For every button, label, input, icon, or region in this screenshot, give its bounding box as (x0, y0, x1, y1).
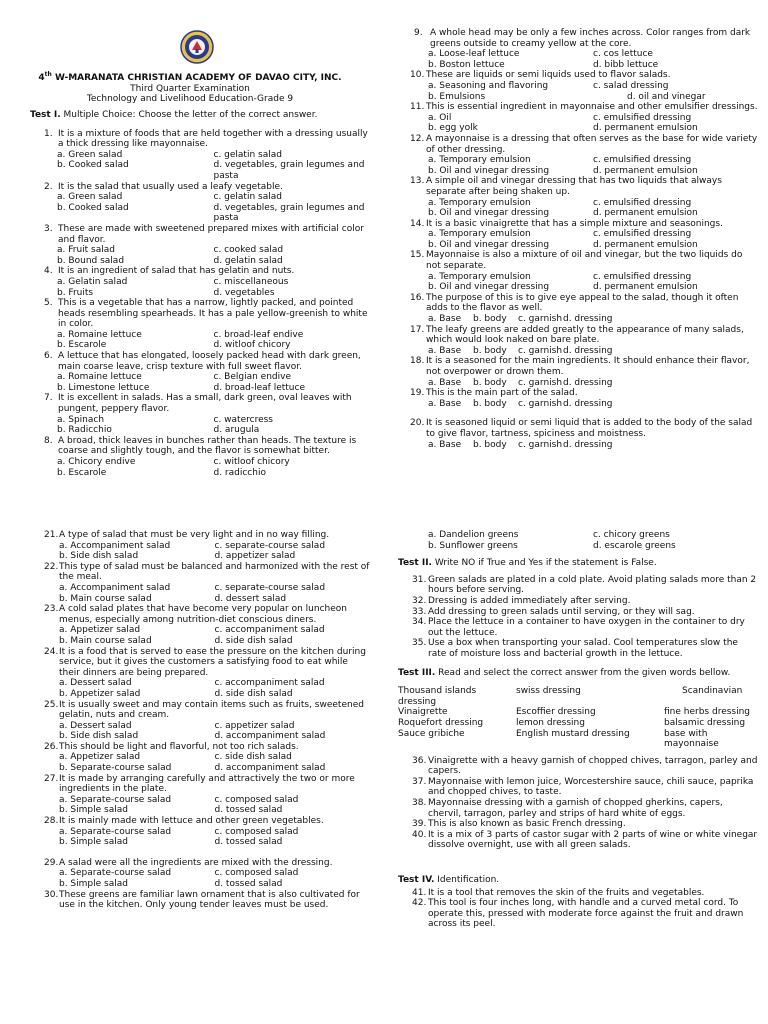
question-10: 10. These are liquids or semi liquids used to flavor salads. a. Seasoning and flavoring c. salad dressing b. Emulsions d. oil and vinegar (410, 70, 706, 102)
question-3: 3. These are made with sweetened prepared mixes with artificial color and flavor. a. Fruit salad c. cooked salad b. Bound salad d. gelatin salad (44, 223, 364, 266)
test1-heading: Test I. Multiple Choice: Choose the letter of the correct answer. (30, 110, 318, 120)
question-30-options: a. Dandelion greens c. chicory greens b. Sunflower greens d. escarole greens (428, 530, 676, 551)
question-14: 14. It is a basic vinaigrette that has a simple mixture and seasonings. a. Temporary emulsion c. emulsified dressing b. Oil and vinegar dressing d. permanent emulsion (410, 218, 723, 250)
question-1: 1. It is a mixture of foods that are held together with a dressing usually a thick dressing like mayonnaise. a. Green salad c. gelatin salad b. Cooked salad d. vegetables, grain legumes and pasta (44, 128, 368, 181)
exam-title: Third Quarter Examination (130, 83, 250, 94)
question-15: 15. Mayonnaise is also a mixture of oil and vinegar, but the two liquids do not separate. a. Temporary emulsion c. emulsified dressing b. Oil and vinegar dressing d. permanent emulsion (410, 250, 743, 293)
school-name: 4th W-MARANATA CHRISTIAN ACADEMY OF DAVAO CITY, INC. (38, 71, 342, 83)
test3-heading: Test III. Read and select the correct answer from the given words bellow. (398, 667, 731, 678)
question-28: 28. It is mainly made with lettuce and other green vegetables. a. Separate-course salad c. composed salad b. Simple salad d. tossed salad (44, 816, 324, 848)
question-24: 24. It is a food that is served to ease the pressure on the kitchen during service, but it gives the customers a satisfying food to eat while their dinners are being prepared. a. Dessert salad c. accompaniment salad b. Appetizer salad d. side dish salad (44, 646, 366, 699)
question-5: 5. This is a vegetable that has a narrow, lightly packed, and pointed heads resembling spearheads. It has a pale yellow-greenish to white in color. a. Romaine lettuce c. broad-leaf endive b. Escarole d. witloof chicory (44, 298, 368, 351)
question-39: 39. This is also known as basic French dressing. (412, 819, 626, 830)
question-42: 42. This tool is four inches long, with handle and a curved metal cord. To operate this, pressed with moderate force against the fruit and drawn across its peel. (412, 898, 744, 930)
question-36: 36. Vinaigrette with a heavy garnish of chopped chives, tarragon, parley and capers. (412, 755, 758, 777)
question-11: 11. This is essential ingredient in mayonnaise and other emulsifier dressings. a. Oil c. emulsified dressing b. egg yolk d. permanent emulsion (410, 102, 758, 134)
question-23: 23. A cold salad plates that have become very popular on luncheon menus, especially among nutrition-diet conscious diners. a. Appetizer salad c. accompaniment salad b. Main course salad d. side dish salad (44, 604, 347, 646)
question-9: 9. A whole head may be only a few inches across. Color ranges from dark greens outside to creamy yellow at the core. a. Loose-leaf lettuce c. cos lettuce b. Boston lettuce d. bibb lettuce (414, 28, 751, 70)
question-33: 33. Add dressing to green salads until serving, or they will sag. (412, 606, 695, 617)
question-37: 37. Mayonnaise with lemon juice, Worcestershire sauce, chili sauce, paprika and chopped chives, to taste. (412, 776, 754, 798)
question-19: 19. This is the main part of the salad. a. Base b. body c. garnish d. dressing (410, 388, 613, 409)
test2-heading: Test II. Write NO if True and Yes if the statement is False. (398, 558, 657, 569)
question-21: 21. A type of salad that must be very light and in no way filling. a. Accompaniment salad c. separate-course salad b. Side dish salad d. appetizer salad (44, 530, 330, 562)
question-26: 26. This should be light and flavorful, not too rich salads. a. Appetizer salad c. side dish salad b. Separate-course salad d. accompaniment salad (44, 741, 326, 774)
question-20: 20. It is seasoned liquid or semi liquid that is added to the body of the salad to give flavor, tartness, spiciness and moistness. a. Base b. body c. garnish d. dressing (410, 418, 753, 450)
question-6: 6. A lettuce that has elongated, loosely packed head with dark green, main coarse leave, crisp texture with full sweet flavor. a. Romaine lettuce c. Belgian endive b. Limestone lettuce d. broad-leaf lettuce (44, 351, 361, 393)
question-12: 12. A mayonnaise is a dressing that often serves as the base for wide variety of other dressing. a. Temporary emulsion c. emulsified dressing b. Oil and vinegar dressing d. permanent emulsion (410, 133, 758, 176)
question-38: 38. Mayonnaise dressing with a garnish of chopped gherkins, capers, chervil, tarragon, parley and strips of hard white of eggs. (412, 798, 723, 819)
word-bank: Thousand islands dressing swiss dressing Scandinavian Vinaigrette Escoffier dressing fine herbs dressing Roquefort dressing lemon dressing balsamic dressing Sauce gribiche English mustard dressing base with mayonnaise (398, 686, 751, 750)
exam-header (0, 70, 380, 105)
school-seal-logo (180, 30, 214, 64)
question-40: 40. It is a mix of 3 parts of castor sugar with 2 parts of wine or white vinegar dissolve overnight, use with all green salads. (412, 829, 758, 851)
question-30: 30. These greens are familiar lawn ornament that is also cultivated for use in the kitchen. Only young tender leaves must be used. (44, 889, 360, 911)
question-13: 13. A simple oil and vinegar dressing that has two liquids that always separate after being shaken up. a. Temporary emulsion c. emulsified dressing b. Oil and vinegar dressing d. permanent emulsion (410, 176, 722, 219)
question-2: 2. It is the salad that usually used a leafy vegetable. a. Green salad c. gelatin salad b. Cooked salad d. vegetables, grain legumes and pasta (44, 181, 365, 224)
test4-heading: Test IV. Identification. (398, 875, 500, 886)
question-8: 8. A broad, thick leaves in bunches rather than heads. The texture is coarse and slightly tough, and the flavor is somewhat bitter. a. Chicory endive c. witloof chicory b. Escarole d. radicchio (44, 435, 357, 478)
question-16: 16. The purpose of this is to give eye appeal to the salad, though it often adds to the flavor as well. a. Base b. body c. garnish d. dressing (410, 292, 739, 325)
question-4: 4. It is an ingredient of salad that has gelatin and nuts. a. Gelatin salad c. miscellaneous b. Fruits d. vegetables (44, 266, 295, 298)
question-17: 17. The leafy greens are added greatly to the appearance of many salads, which would look naked on bare plate. a. Base b. body c. garnish d. dressing (410, 324, 744, 356)
question-18: 18. It is a seasoned for the main ingredients. It should enhance their flavor, not overpower or drown them. a. Base b. body c. garnish d. dressing (410, 356, 750, 388)
exam-subject: Technology and Livelihood Education-Grade 9 (86, 94, 294, 105)
question-32: 32. Dressing is added immediately after serving. (412, 595, 631, 606)
question-29: 29. A salad were all the ingredients are mixed with the dressing. a. Separate-course salad c. composed salad b. Simple salad d. tossed salad (44, 857, 333, 889)
question-27: 27. It is made by arranging carefully and attractively the two or more ingredients in the plate. a. Separate-course salad c. composed salad b. Simple salad d. tossed salad (44, 773, 355, 816)
question-22: 22. This type of salad must be balanced and harmonized with the rest of the meal. a. Accompaniment salad c. separate-course salad b. Main course salad d. dessert salad (44, 561, 370, 604)
question-35: 35. Use a box when transporting your salad. Cool temperatures slow the rate of moisture loss and bacterial growth in the lettuce. (412, 638, 738, 659)
question-34: 34. Place the lettuce in a container to have oxygen in the container to dry out the lettuce. (412, 617, 745, 638)
question-41: 41. It is a tool that removes the skin of the fruits and vegetables. (412, 887, 705, 898)
question-25: 25. It is usually sweet and may contain items such as fruits, sweetened gelatin, nuts and cream. a. Dessert salad c. appetizer salad b. Side dish salad d. accompaniment salad (44, 699, 364, 742)
question-7: 7. It is excellent in salads. Has a small, dark green, oval leaves with pungent, peppery flavor. a. Spinach c. watercress b. Radicchio d. arugula (44, 393, 352, 436)
question-31: 31. Green salads are plated in a cold plate. Avoid plating salads more than 2 hours before serving. (412, 574, 757, 596)
